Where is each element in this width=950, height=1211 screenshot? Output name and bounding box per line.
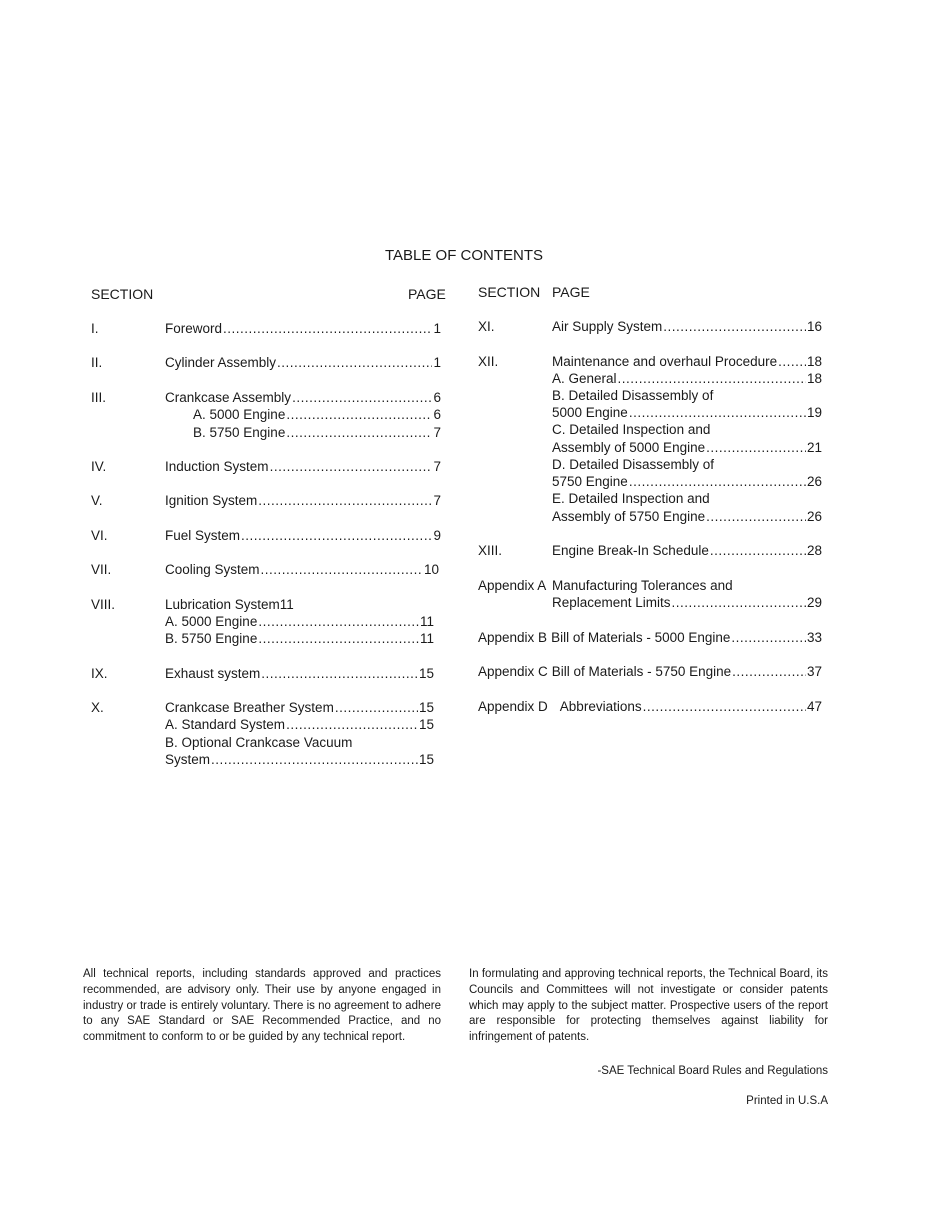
toc-page: 1	[433, 355, 441, 370]
toc-subentry[interactable]	[165, 613, 434, 630]
toc-label: Crankcase Breather System	[165, 700, 334, 715]
toc-label: A. Standard System	[165, 717, 286, 732]
toc-label: Abbreviations	[559, 699, 642, 714]
footer-attribution: -SAE Technical Board Rules and Regulations	[597, 1065, 828, 1077]
toc-entry[interactable]	[165, 492, 441, 509]
toc-label[interactable]: D. Detailed Disassembly of	[552, 457, 715, 472]
toc-page: 10	[423, 562, 439, 577]
toc-label: Maintenance and overhaul Procedure	[552, 354, 778, 369]
toc-label: Foreword	[165, 321, 223, 336]
toc-num: VI.	[91, 528, 108, 543]
toc-page: 7	[433, 425, 441, 440]
toc-subentry[interactable]	[165, 630, 434, 647]
toc-label[interactable]: Manufacturing Tolerances and	[552, 578, 733, 593]
toc-label: Air Supply System	[552, 319, 663, 334]
toc-num: X.	[91, 700, 104, 715]
toc-num: VIII.	[91, 597, 116, 612]
toc-label: 5000 Engine	[552, 405, 628, 420]
toc-label[interactable]: B. Optional Crankcase Vacuum	[165, 735, 353, 750]
toc-page: 6	[433, 390, 441, 405]
left-section-header: SECTION	[91, 286, 154, 302]
toc-page: 15	[418, 717, 434, 732]
toc-num: II.	[91, 355, 103, 370]
toc-page: 29	[806, 595, 822, 610]
right-section-header: SECTION	[478, 284, 541, 300]
toc-label: Assembly of 5000 Engine	[552, 440, 706, 455]
toc-entry[interactable]	[478, 663, 822, 680]
toc-page: 6	[433, 407, 441, 422]
toc-label: Replacement Limits	[552, 595, 671, 610]
toc-page: 26	[806, 509, 822, 524]
toc-num: I.	[91, 321, 99, 336]
toc-label: Cylinder Assembly	[165, 355, 277, 370]
footer-patent-notice: In formulating and approving technical reports, the Technical Board, its Councils and Committees will not investigate or consider patents which may apply to the subject matter. Prospective users of the report are responsible for protecting themselves against liability for infringement of patents.	[469, 968, 828, 1044]
toc-subentry[interactable]	[552, 594, 822, 611]
toc-subentry[interactable]	[193, 424, 441, 441]
toc-entry[interactable]	[165, 699, 434, 716]
toc-label[interactable]: C. Detailed Inspection and	[552, 422, 711, 437]
toc-subentry[interactable]	[552, 370, 822, 387]
toc-num: Appendix C	[478, 664, 548, 679]
toc-label: Bill of Materials - 5750 Engine	[551, 664, 732, 679]
toc-label: Fuel System	[165, 528, 241, 543]
toc-label: A. General	[552, 371, 617, 386]
toc-num: XIII.	[478, 543, 503, 558]
toc-subentry[interactable]	[552, 439, 822, 456]
toc-num: Appendix B	[478, 630, 548, 645]
toc-entry[interactable]	[165, 458, 441, 475]
toc-label[interactable]: E. Detailed Inspection and	[552, 491, 710, 506]
toc-subentry[interactable]	[552, 508, 822, 525]
toc-entry[interactable]	[165, 389, 441, 406]
toc-subentry[interactable]	[552, 404, 822, 421]
toc-page: 37	[806, 664, 822, 679]
toc-num: V.	[91, 493, 103, 508]
toc-page: 15	[418, 700, 434, 715]
toc-label: Assembly of 5750 Engine	[552, 509, 706, 524]
toc-page: 28	[806, 543, 822, 558]
toc-entry[interactable]	[552, 318, 822, 335]
toc-page: 16	[806, 319, 822, 334]
toc-entry[interactable]	[165, 665, 434, 682]
toc-num: Appendix D	[478, 699, 548, 714]
toc-num: VII.	[91, 562, 112, 577]
toc-label[interactable]: B. Detailed Disassembly of	[552, 388, 714, 403]
toc-entry[interactable]	[165, 354, 441, 371]
toc-page: 11	[419, 614, 434, 629]
toc-page: 18	[806, 354, 822, 369]
toc-page: 1	[433, 321, 441, 336]
toc-label: Induction System	[165, 459, 269, 474]
toc-page: 26	[806, 474, 822, 489]
toc-entry[interactable]	[552, 542, 822, 559]
toc-label: Cooling System	[165, 562, 260, 577]
toc-label: A. 5000 Engine	[193, 407, 286, 422]
toc-page: 11	[419, 631, 434, 646]
toc-subentry[interactable]	[165, 716, 434, 733]
toc-label: Engine Break-In Schedule	[552, 543, 709, 558]
toc-label: Ignition System	[165, 493, 258, 508]
toc-page: 9	[433, 528, 441, 543]
toc-entry[interactable]	[165, 561, 439, 578]
toc-label: B. 5750 Engine	[165, 631, 258, 646]
toc-num: III.	[91, 390, 107, 405]
toc-page: 47	[806, 699, 822, 714]
footer-printed: Printed in U.S.A	[746, 1095, 828, 1107]
toc-page: 18	[806, 371, 822, 386]
toc-label: Bill of Materials - 5000 Engine	[551, 630, 731, 645]
toc-entry[interactable]	[478, 698, 822, 715]
toc-num: XII.	[478, 354, 499, 369]
toc-page: 15	[418, 752, 434, 767]
toc-page: 15	[418, 666, 434, 681]
page-title: TABLE OF CONTENTS	[384, 247, 544, 264]
toc-page: 7	[433, 459, 441, 474]
toc-label: A. 5000 Engine	[165, 614, 258, 629]
toc-page: 21	[806, 440, 822, 455]
toc-num: IX.	[91, 666, 108, 681]
toc-page: 33	[806, 630, 822, 645]
toc-label[interactable]: Lubrication System11	[165, 597, 294, 612]
toc-num: IV.	[91, 459, 107, 474]
right-page-header: PAGE	[552, 284, 590, 300]
footer-disclaimer: All technical reports, including standards approved and practices recommended, are advisory only. Their use by anyone engaged in industry or trade is entirely voluntary. There is no agreement to adhere to any SAE Standard or SAE Recommended Practice, and no commitment to conform to or be guided by any technical report.	[83, 968, 441, 1044]
toc-subentry[interactable]	[193, 406, 441, 423]
toc-page: 19	[806, 405, 822, 420]
toc-entry[interactable]	[165, 527, 441, 544]
left-page-header: PAGE	[408, 286, 446, 302]
toc-subentry[interactable]	[165, 751, 434, 768]
toc-subentry[interactable]	[552, 473, 822, 490]
toc-label: 5750 Engine	[552, 474, 628, 489]
toc-entry[interactable]	[165, 320, 441, 337]
toc-num: XI.	[478, 319, 495, 334]
toc-entry[interactable]	[478, 629, 822, 646]
toc-entry[interactable]	[552, 353, 822, 370]
toc-label: Crankcase Assembly	[165, 390, 292, 405]
toc-label: System	[165, 752, 211, 767]
toc-num: Appendix A	[478, 578, 547, 593]
toc-page: 7	[433, 493, 441, 508]
toc-label: B. 5750 Engine	[193, 425, 286, 440]
toc-label: Exhaust system	[165, 666, 261, 681]
